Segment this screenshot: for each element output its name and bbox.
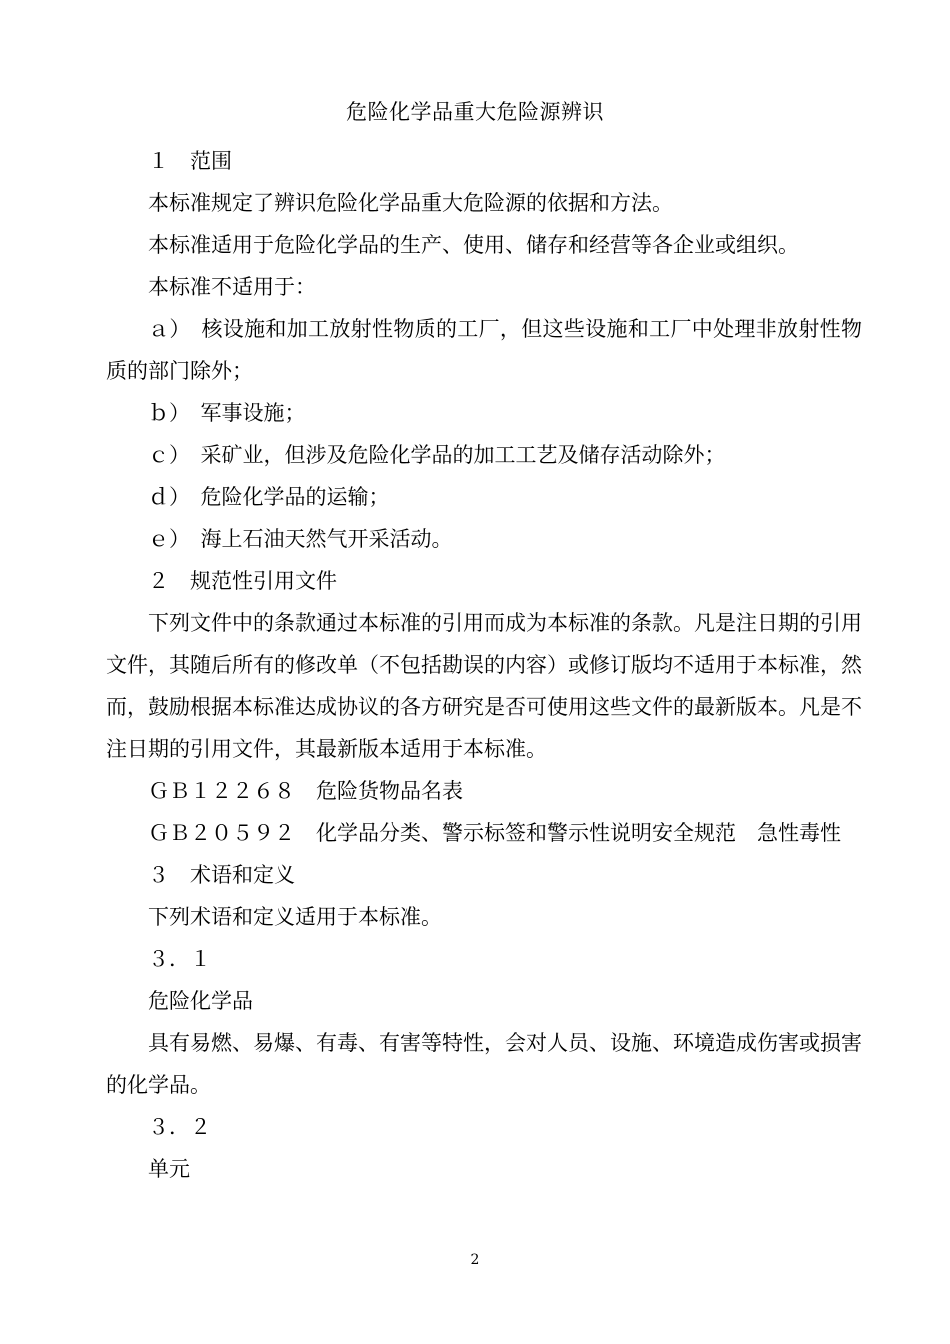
section-heading-terms: ３ 术语和定义 [148, 863, 295, 887]
reference-item: ＧＢ１２２６８ 危险货物品名表 [148, 779, 463, 803]
term-name: 危险化学品 [148, 989, 253, 1013]
document-body [106, 140, 862, 1190]
paragraph: 本标准适用于危险化学品的生产、使用、储存和经营等各企业或组织。 [148, 233, 799, 257]
section-heading-scope: １ 范围 [148, 149, 232, 173]
list-item: ａ） 核设施和加工放射性物质的工厂，但这些设施和工厂中处理非放射性物质的部门除外； [106, 317, 862, 383]
list-item: ｅ） 海上石油天然气开采活动。 [148, 527, 453, 551]
paragraph: 下列文件中的条款通过本标准的引用而成为本标准的条款。凡是注日期的引用文件，其随后所有的修改单（不包括勘误的内容）或修订版均不适用于本标准，然而，鼓励根据本标准达成协议的各方研究是否可使用这些文件的最新版本。凡是不注日期的引用文件，其最新版本适用于本标准。 [106, 611, 862, 761]
section-heading-references: ２ 规范性引用文件 [148, 569, 337, 593]
paragraph: 下列术语和定义适用于本标准。 [148, 905, 442, 929]
page-number: 2 [470, 1252, 480, 1268]
reference-item: ＧＢ２０５９２ 化学品分类、警示标签和警示性说明安全规范 急性毒性 [148, 821, 841, 845]
paragraph: 本标准不适用于： [148, 275, 316, 299]
term-definition: 具有易燃、易爆、有毒、有害等特性，会对人员、设施、环境造成伤害或损害的化学品。 [106, 1031, 862, 1097]
list-item: ｄ） 危险化学品的运输； [148, 485, 390, 509]
term-number: ３．２ [148, 1115, 211, 1139]
term-name: 单元 [148, 1157, 190, 1181]
paragraph: 本标准规定了辨识危险化学品重大危险源的依据和方法。 [148, 191, 673, 215]
list-item: ｂ） 军事设施； [148, 401, 306, 425]
document-title: 危险化学品重大危险源辨识 [346, 100, 604, 124]
term-number: ３．１ [148, 947, 211, 971]
list-item: ｃ） 采矿业，但涉及危险化学品的加工工艺及储存活动除外； [148, 443, 726, 467]
